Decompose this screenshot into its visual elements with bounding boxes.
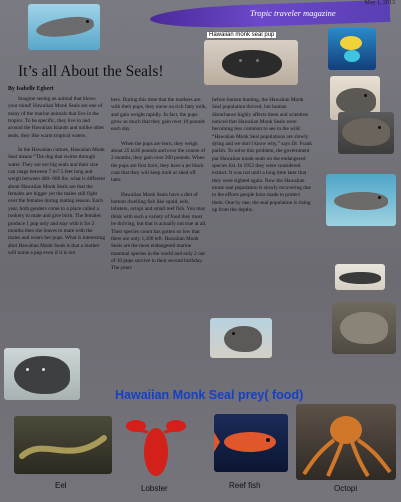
photo-seal-pup xyxy=(204,40,298,85)
photo-reef-fish xyxy=(214,414,288,472)
photo-seal-underwater xyxy=(28,4,100,50)
photo-seal-right-2 xyxy=(338,112,394,154)
photo-lobster xyxy=(118,408,194,480)
paragraph: before human hunting, the Hawaiian Monk Seal population thrived, but human disturbance highly affects them and scientists noticed that Hawaiian Monk Seals were becoming less common to see in the wild. “Hawaiian Monk Seal populations are slowly dying and we don’t know why,” says Dr. Frank parish. To solve this problem, the government put Hawaiian monk seals on the endangered species list. In 1952 they were considered extinct. It was not until a long time later that they were sighted again. Now the Hawaiian monk seal population is slowly recovering due to the efforts people have made to protect them. One by one, the seal population is rising up from the depths. xyxy=(212,97,312,214)
photo-seal-right-4 xyxy=(335,264,385,290)
paragraph: Hawaiian Monk Seals have a diet of bottom dwelling fish like squid, eels, lobsters, octopi and small reef fish. You may think with such a variety of food they must be thriving, but that is actually not true at all. Their species count has gotten so low that there are only 1,300 left. Hawaiian Monk Seals are the most endangered marine mammal species in the world and only 2 out of 10 pups survive to their second birthday. The years xyxy=(111,191,207,272)
prey-label-lobster: Lobster xyxy=(141,484,168,493)
photo-reef-fish-top xyxy=(328,28,376,70)
photo-seal-right-3 xyxy=(326,174,396,226)
paragraph: Imagine seeing an animal that blows your mind! Hawaiian Monk Seals are one of many of the marine animals that live in the tropics. To be specific, they live in and around the Hawaiian Islands and unlike other seals, they like warm tropical waters. xyxy=(8,96,105,139)
paragraph: hers. During this time that the mothers are with their pups, they nurse on rich fatty milk, and gain weight rapidly. In fact, the pups grow as much that they gain over 10 pounds each day. xyxy=(111,97,207,133)
magazine-name: Tropic traveler magazine xyxy=(250,8,336,18)
photo-eel xyxy=(14,416,112,474)
prey-section-title: Hawaiian Monk Seal prey( food) xyxy=(115,388,304,402)
article-title: It’s all About the Seals! xyxy=(18,63,164,80)
prey-label-reef-fish: Reef fish xyxy=(229,481,261,490)
paragraph: In the Hawaiian culture, Hawaiian Monk Seal means “The dog that swims through water. They are not big seals and their size can range between 7 to7.5 feet long and weigh between 400- 600 lbs. what is different about Hawaiian Monk Seals are that the females are bigger yet the males still fight over the females during mating season. Each year, both genders come to a place called a rookery to mate and give birth. The females produce 1 pup only and stay with it for 2 months then she leaves to mate with the males and wears her pups. What is interesting abut Hawaiian Monk Seals is that a mother will nurse a pup even if it is not xyxy=(8,147,105,256)
photo-octopus xyxy=(296,404,396,480)
article-byline: By Isabelle Egbert xyxy=(8,86,54,92)
photo-caption: Hawaiian monk seal pup xyxy=(206,31,277,39)
prey-label-octopi: Octopi xyxy=(334,484,358,493)
article-column-2 xyxy=(111,97,207,280)
paragraph: When the pups are born, they weigh about 25 to30 pounds and over the course of 2 months, they gain over 200 pounds. When the pups are first born, they have a jet black coat that they will keep molt or shed off later. xyxy=(111,140,206,184)
prey-label-eel: Eel xyxy=(55,481,67,490)
photo-seal-left xyxy=(4,348,80,400)
article-column-1 xyxy=(8,96,105,264)
issue-date: May 1, 2013 xyxy=(364,0,395,6)
photo-seal-middle xyxy=(210,318,272,358)
article-column-3 xyxy=(212,97,312,222)
photo-seal-right-5 xyxy=(332,302,396,354)
